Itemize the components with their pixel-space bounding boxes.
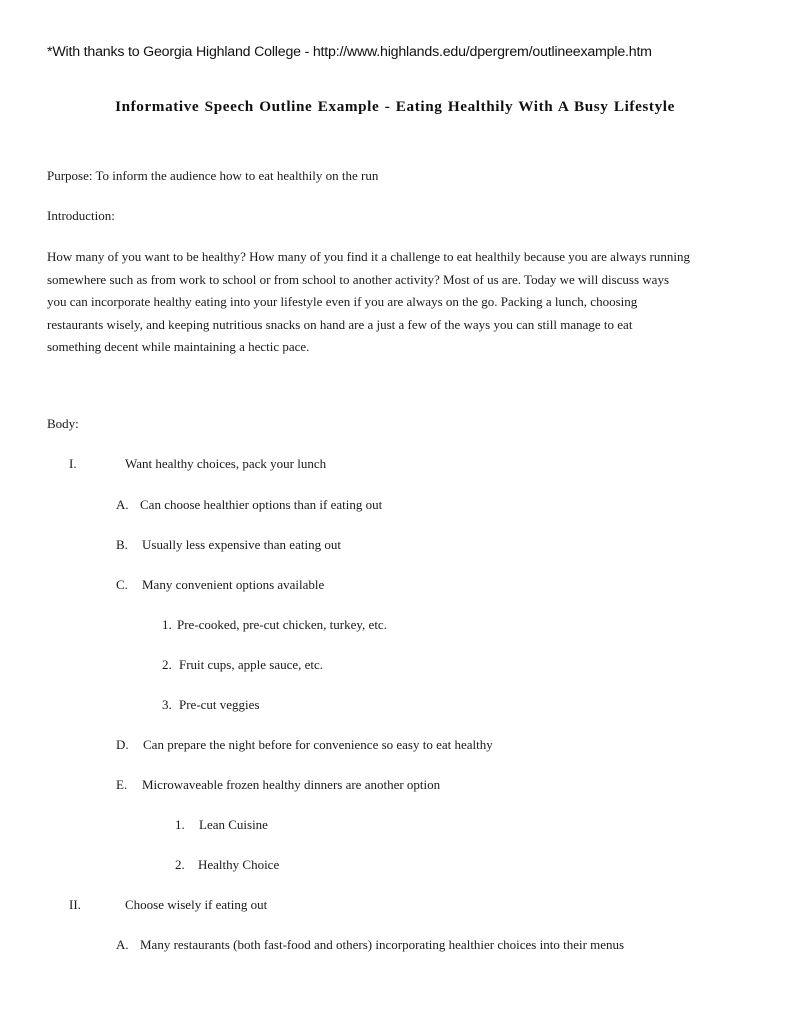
introduction-line: you can incorporate healthy eating into your lifestyle even if you are always on the go. Packing a lunch, choosing	[47, 294, 638, 309]
outline-marker: D.	[116, 737, 129, 752]
outline-marker: 2.	[175, 857, 185, 872]
outline-text: Lean Cuisine	[199, 817, 268, 832]
outline-marker: 3.	[162, 697, 172, 712]
outline-marker: A.	[116, 937, 129, 952]
outline-text: Usually less expensive than eating out	[142, 537, 341, 552]
credit-line: *With thanks to Georgia Highland College - http://www.highlands.edu/dpergrem/outlineexample.htm	[47, 44, 652, 60]
outline-text: Pre-cooked, pre-cut chicken, turkey, etc.	[177, 617, 387, 632]
outline-marker: C.	[116, 577, 128, 592]
purpose-statement: Purpose: To inform the audience how to eat healthily on the run	[47, 168, 379, 183]
outline-text: Healthy Choice	[198, 857, 280, 872]
introduction-line: something decent while maintaining a hectic pace.	[47, 339, 310, 354]
outline-marker: A.	[116, 497, 129, 512]
introduction-line: How many of you want to be healthy? How many of you find it a challenge to eat healthily because you are always running	[47, 249, 690, 264]
introduction-heading: Introduction:	[47, 208, 115, 223]
introduction-line: restaurants wisely, and keeping nutritious snacks on hand are a just a few of the ways you can still manage to eat	[47, 316, 633, 332]
outline-marker: 1.	[175, 817, 185, 832]
outline-marker: B.	[116, 537, 128, 552]
outline-text: Can choose healthier options than if eating out	[140, 497, 383, 512]
outline-text: Want healthy choices, pack your lunch	[125, 456, 327, 471]
outline-text: Many convenient options available	[142, 577, 325, 592]
outline-text: Microwaveable frozen healthy dinners are another option	[142, 777, 441, 792]
outline-marker: 2.	[162, 657, 172, 672]
outline-text: Pre-cut veggies	[179, 697, 260, 712]
outline-marker: 1.	[162, 617, 172, 632]
outline-marker: II.	[69, 897, 81, 912]
introduction-line: somewhere such as from work to school or from school to another activity? Most of us are. Today we will discuss ways	[47, 271, 670, 287]
introduction-paragraph	[47, 246, 767, 359]
outline-text: Choose wisely if eating out	[125, 897, 268, 912]
outline-marker: I.	[69, 456, 77, 471]
outline-text: Fruit cups, apple sauce, etc.	[179, 657, 324, 672]
outline-text: Can prepare the night before for convenience so easy to eat healthy	[143, 737, 493, 752]
outline-marker: E.	[116, 777, 128, 792]
outline-text: Many restaurants (both fast-food and others) incorporating healthier choices into their menus	[140, 937, 625, 952]
page-title: Informative Speech Outline Example - Eating Healthily With A Busy Lifestyle	[115, 98, 675, 115]
body-heading: Body:	[47, 416, 79, 431]
